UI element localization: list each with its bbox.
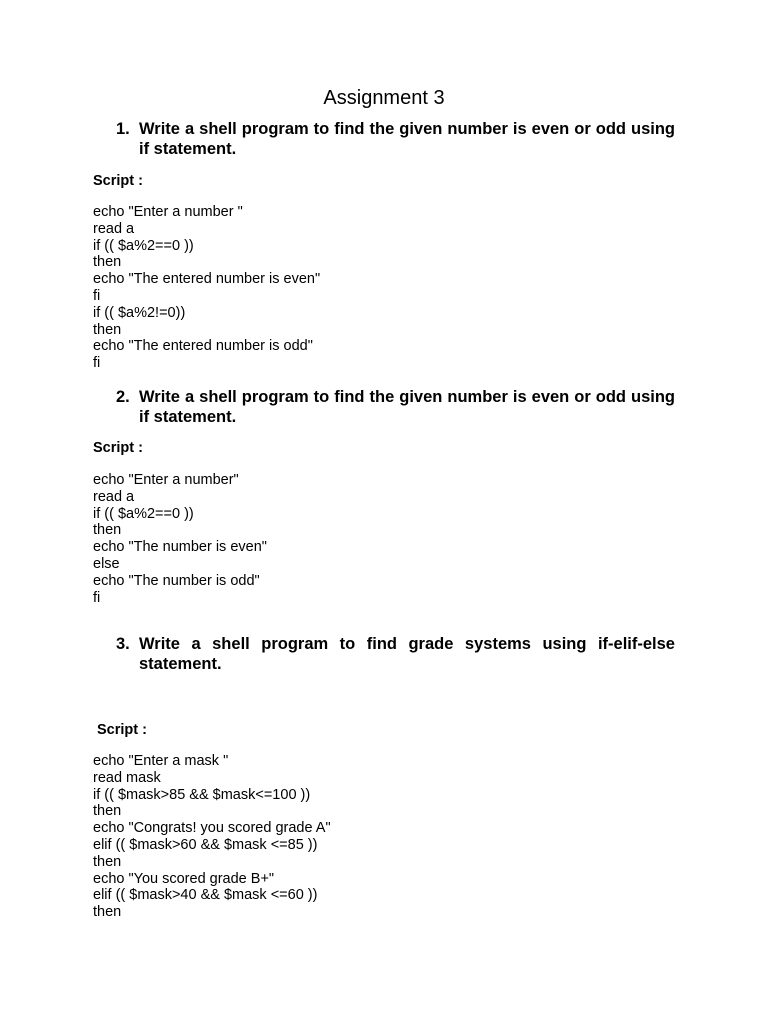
- code-line: if (( $a%2==0 )): [93, 505, 194, 522]
- code-line: read mask: [93, 769, 161, 786]
- code-line: echo "The entered number is even": [93, 271, 321, 288]
- script-label: Script :: [93, 173, 143, 189]
- code-block: [93, 472, 267, 606]
- code-line: fi: [93, 287, 101, 304]
- code-line: then: [93, 254, 122, 271]
- code-line: then: [93, 321, 122, 338]
- code-line: read a: [93, 488, 135, 505]
- code-line: elif (( $mask>60 && $mask <=85 )): [93, 836, 318, 853]
- code-line: echo "Enter a mask ": [93, 753, 229, 769]
- code-line: then: [93, 853, 122, 870]
- question-number: 2.: [116, 388, 130, 406]
- question-text: Write a shell program to find the given number is even or odd using if statement.: [139, 120, 675, 158]
- code-line: then: [93, 522, 122, 539]
- code-line: else: [93, 555, 120, 572]
- code-line: echo "Enter a number ": [93, 204, 243, 220]
- question-text: Write a shell program to find the given number is even or odd using if statement.: [139, 388, 675, 426]
- code-line: then: [93, 803, 122, 820]
- question-text: Write a shell program to find grade systems using if-elif-else statement.: [139, 635, 675, 673]
- script-label: Script :: [97, 722, 147, 738]
- script-label: Script :: [93, 440, 143, 456]
- code-line: then: [93, 904, 122, 921]
- code-line: echo "The entered number is odd": [93, 338, 313, 355]
- code-line: read a: [93, 220, 135, 237]
- code-line: echo "Congrats! you scored grade A": [93, 820, 331, 837]
- code-line: if (( $a%2!=0)): [93, 304, 186, 321]
- code-line: if (( $mask>85 && $mask<=100 )): [93, 786, 311, 803]
- code-line: echo "Enter a number": [93, 472, 239, 488]
- question-number: 1.: [116, 120, 130, 138]
- code-line: fi: [93, 355, 101, 372]
- code-block: [93, 204, 320, 372]
- code-line: fi: [93, 589, 101, 606]
- question-number: 3.: [116, 635, 130, 653]
- code-line: echo "You scored grade B+": [93, 870, 275, 887]
- code-line: if (( $a%2==0 )): [93, 237, 194, 254]
- code-line: elif (( $mask>40 && $mask <=60 )): [93, 887, 318, 904]
- code-line: echo "The number is odd": [93, 572, 260, 589]
- code-line: echo "The number is even": [93, 539, 267, 556]
- code-block: [93, 753, 331, 921]
- page-title: Assignment 3: [323, 87, 445, 109]
